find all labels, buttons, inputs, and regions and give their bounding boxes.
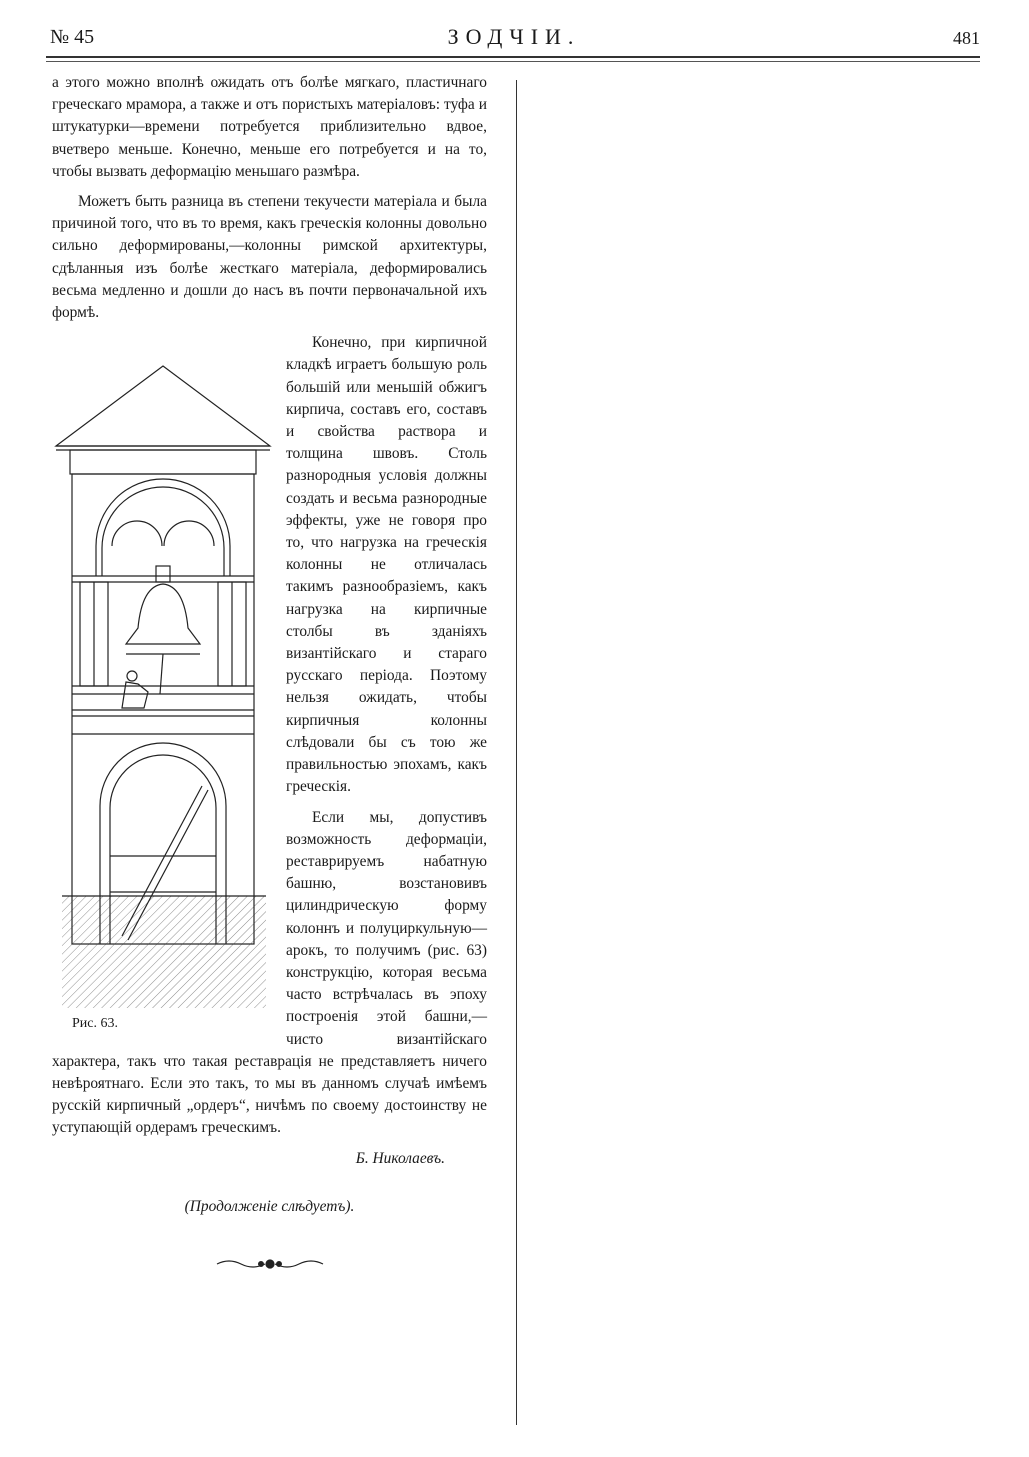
column-divider bbox=[516, 80, 517, 1425]
paragraph-4: Если мы, допустивъ возможность деформаціи, реставрируемъ набатную башню, возстановивъ цилиндрическую форму колоннъ и полуциркульную—арокъ, то получимъ (рис. 63) конструкцію, которая весьма часто встрѣчалась въ эпоху построенія этой башни,—чисто византійскаго характера, такъ что такая реставрація не представляетъ ничего невѣроятнаго. Если это такъ, то мы въ данномъ случаѣ имѣемъ русскій кирпичный „ордеръ“, ничѣмъ по своему достоинству не уступающій ордерамъ греческимъ. bbox=[52, 808, 487, 1137]
page-header bbox=[44, 22, 984, 52]
paragraph-3: Конечно, при кирпичной кладкѣ играетъ большую роль большій или меньшій обжигъ кирпича, составъ его, составъ и свойства раствора и толщина швовъ. Столь разнородныя условія должны создать и весьма разнородные эффекты, уже не говоря про то, что нагрузка на греческія колонны не отличалась такимъ разнообразіемъ, какъ нагрузка на кирпичные столбы въ зданіяхъ византійскаго и стараго русскаго періода. Поэтому нельзя ожидать, чтобы кирпичныя колонны слѣдовали бы съ тою же правильностью эпохамъ, какъ греческія. bbox=[286, 334, 487, 796]
journal-title: ЗОДЧІИ. bbox=[447, 24, 581, 49]
figure-caption: Рис. 63. bbox=[72, 1016, 118, 1032]
page-number: 481 bbox=[953, 28, 980, 48]
figure-63 bbox=[52, 336, 274, 1034]
author-signature: Б. Николаевъ. bbox=[355, 1149, 445, 1167]
flourish-icon bbox=[215, 1256, 325, 1272]
bell-tower-drawing bbox=[52, 336, 274, 1008]
header-rule-thin bbox=[46, 61, 980, 62]
ornament-divider bbox=[52, 1256, 487, 1279]
continued-note: (Продолженіе слѣдуетъ). bbox=[184, 1197, 355, 1215]
header-rule-thick bbox=[46, 56, 980, 58]
paragraph-2: Можетъ быть разница въ степени текучести матеріала и была причиной того, что въ то время, какъ греческія колонны довольно сильно деформированы,—колонны римской архитектуры, сдѣланныя изъ болѣе жесткаго матеріала, деформировались весьма медленно и дошли до насъ въ почти первоначальной ихъ формѣ. bbox=[52, 193, 487, 322]
issue-number: № 45 bbox=[50, 26, 95, 48]
article-column bbox=[52, 72, 487, 1279]
paragraph-1: а этого можно вполнѣ ожидать отъ болѣе мягкаго, пластичнаго греческаго мрамора, а также и отъ пористыхъ матеріаловъ: туфа и штукатурки—времени потребуется приблизительно вдвое, вчетверо меньше. Конечно, меньше его потребуется и на то, чтобы вызвать деформацію меньшаго размѣра. bbox=[52, 74, 487, 180]
